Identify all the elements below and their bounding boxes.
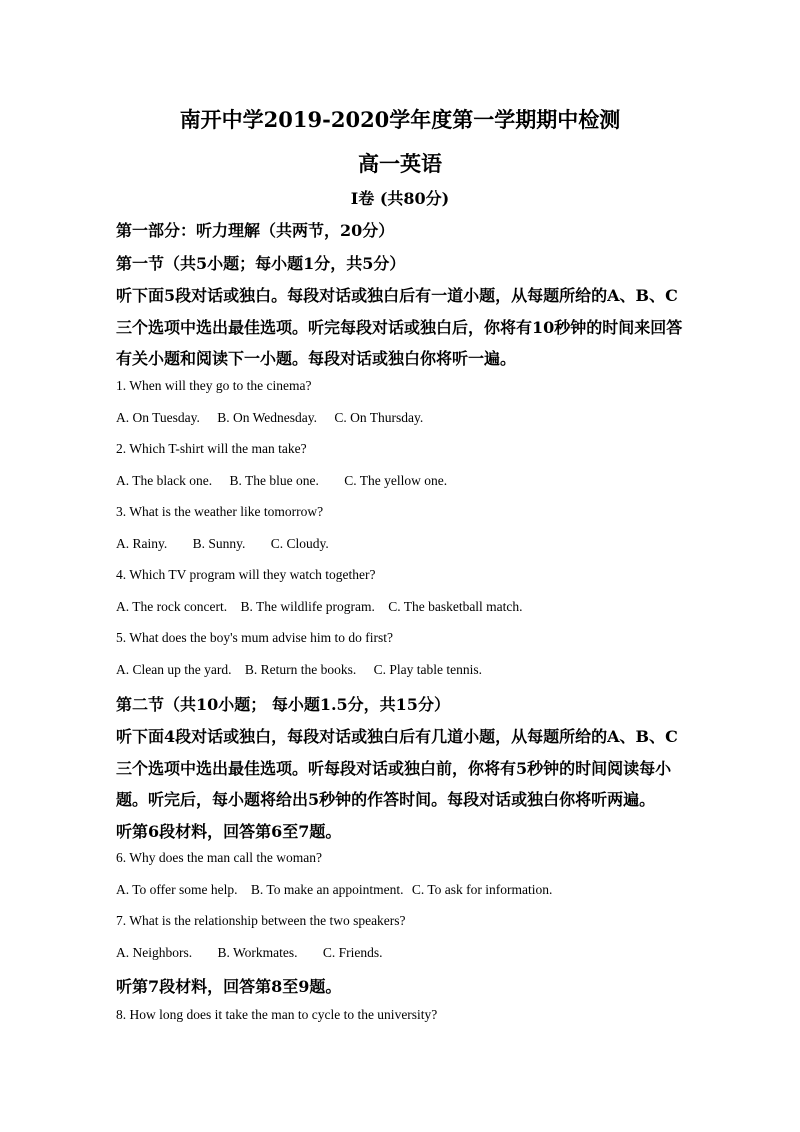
question-4: 4. Which TV program will they watch together?: [116, 567, 376, 582]
option-a: A. The rock concert.: [116, 599, 228, 614]
option-a: A. Clean up the yard.: [116, 662, 232, 677]
option-a: A. On Tuesday.: [116, 410, 200, 425]
option-b: B. To make an appointment.: [250, 882, 404, 897]
question-3-options: [116, 536, 716, 552]
section1-heading: 第一节（共5小题；每小题1分，共5分）: [116, 254, 406, 273]
option-b: B. Sunny.: [192, 536, 246, 551]
option-a: A. Rainy.: [116, 536, 168, 551]
question-2-options: [116, 473, 716, 489]
question-1-options: [116, 410, 716, 426]
option-b: B. The blue one.: [229, 473, 319, 488]
question-7-options: [116, 945, 716, 961]
question-8: 8. How long does it take the man to cycle to the university?: [116, 1007, 438, 1022]
option-a: A. To offer some help.: [116, 882, 238, 897]
part1-heading: 第一部分：听力理解（共两节，20分）: [116, 221, 395, 240]
option-a: A. The black one.: [116, 473, 213, 488]
material-7-heading: 听第7段材料，回答第8至9题。: [116, 977, 342, 996]
option-a: A. Neighbors.: [116, 945, 193, 960]
section2-instruction-1: 听下面4段对话或独白，每段对话或独白后有几道小题，从每题所给的A、B、C: [116, 727, 678, 746]
page-title: 南开中学2019-2020学年度第一学期期中检测: [179, 107, 621, 132]
section2-heading: 第二节（共10小题； 每小题1.5分，共15分）: [116, 695, 450, 714]
option-b: B. The wildlife program.: [240, 599, 375, 614]
option-c: C. Play table tennis.: [373, 662, 482, 677]
option-b: B. Return the books.: [244, 662, 357, 677]
section1-instruction-1: 听下面5段对话或独白。每段对话或独白后有一道小题，从每题所给的A、B、C: [116, 286, 678, 305]
section2-instruction-3: 题。听完后，每小题将给出5秒钟的作答时间。每段对话或独白你将听两遍。: [116, 790, 656, 809]
material-6-heading: 听第6段材料，回答第6至7题。: [116, 822, 342, 841]
question-4-options: [116, 599, 716, 615]
question-2: 2. Which T-shirt will the man take?: [116, 441, 307, 456]
option-c: C. The yellow one.: [344, 473, 448, 488]
subject-title: 高一英语: [358, 151, 442, 176]
volume-label: I卷 (共80分): [350, 189, 450, 208]
section1-instruction-3: 有关小题和阅读下一小题。每段对话或独白你将听一遍。: [116, 349, 517, 368]
section1-instruction-2: 三个选项中选出最佳选项。听完每段对话或独白后，你将有10秒钟的时间来回答: [116, 318, 683, 337]
option-c: C. Cloudy.: [270, 536, 329, 551]
option-b: B. Workmates.: [217, 945, 298, 960]
question-6: 6. Why does the man call the woman?: [116, 850, 322, 865]
option-c: C. Friends.: [322, 945, 383, 960]
question-1: 1. When will they go to the cinema?: [116, 378, 312, 393]
option-c: C. On Thursday.: [334, 410, 424, 425]
question-5: 5. What does the boy's mum advise him to do first?: [116, 630, 394, 645]
option-c: C. To ask for information.: [411, 882, 553, 897]
option-c: C. The basketball match.: [388, 599, 523, 614]
option-b: B. On Wednesday.: [217, 410, 318, 425]
section2-instruction-2: 三个选项中选出最佳选项。听每段对话或独白前，你将有5秒钟的时间阅读每小: [116, 759, 672, 778]
question-3: 3. What is the weather like tomorrow?: [116, 504, 324, 519]
question-6-options: [116, 882, 716, 898]
question-5-options: [116, 662, 716, 678]
question-7: 7. What is the relationship between the two speakers?: [116, 913, 406, 928]
